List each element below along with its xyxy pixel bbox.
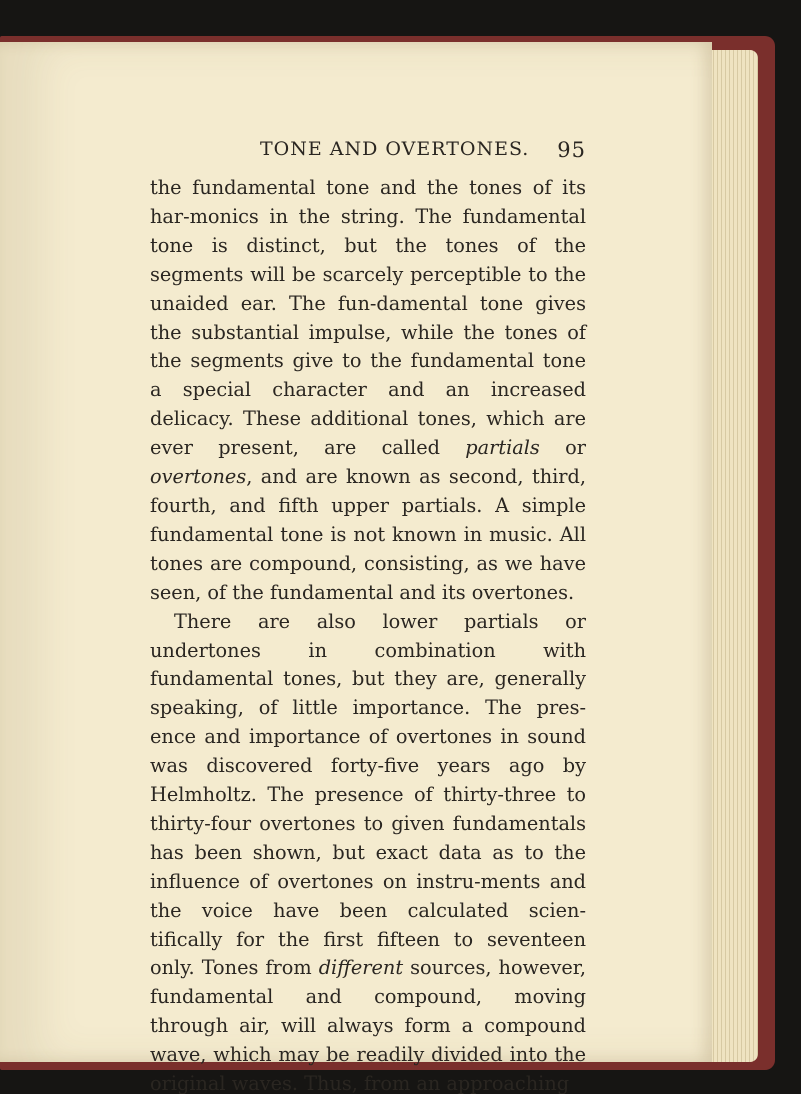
page-content [150,138,586,1094]
text-segment: or [539,436,586,460]
book-page [0,42,712,1094]
body-text [150,174,586,1094]
italic-term-partials: partials [465,436,540,460]
text-segment: , and are known as second, third, fourth, and fifth upper partials. A simple fundamental tone is not known in music. All tones are compound, consisting, as we have seen, of the fundamental and its overtones. [150,465,586,604]
running-head [150,138,586,174]
page-number: 95 [557,138,586,162]
italic-term-overtones: overtones [150,465,247,489]
paragraph [150,608,586,1094]
text-segment: sources, however, fundamental and compound, moving through air, will always form a compound wave, which may be readily divided into the original waves. Thus, from an approaching [150,956,586,1094]
paragraph [150,174,586,608]
italic-term-different: different [318,956,404,980]
text-segment: the fundamental tone and the tones of its har-monics in the string. The fundamental tone is distinct, but the tones of the segments will be scarcely perceptible to the unaided ear. The fun-damental tone gives the substantial impulse, while the tones of the segments give to the fundamental tone a special character and an increased delicacy. These additional tones, which are ever present, are called [150,176,586,460]
text-segment: There are also lower partials or undertones in combination with fundamental tones, but they are, generally speaking, of little importance. The pres-ence and importance of overtones in sound was discovered forty-five years ago by Helmholtz. The presence of thirty-three to thirty-four overtones to given fundamentals has been shown, but exact data as to the influence of overtones on instru-ments and the voice have been calculated scien-tifically for the first fifteen to seventeen only. Tones from [150,609,586,980]
running-title: TONE AND OVERTONES. [260,138,530,160]
